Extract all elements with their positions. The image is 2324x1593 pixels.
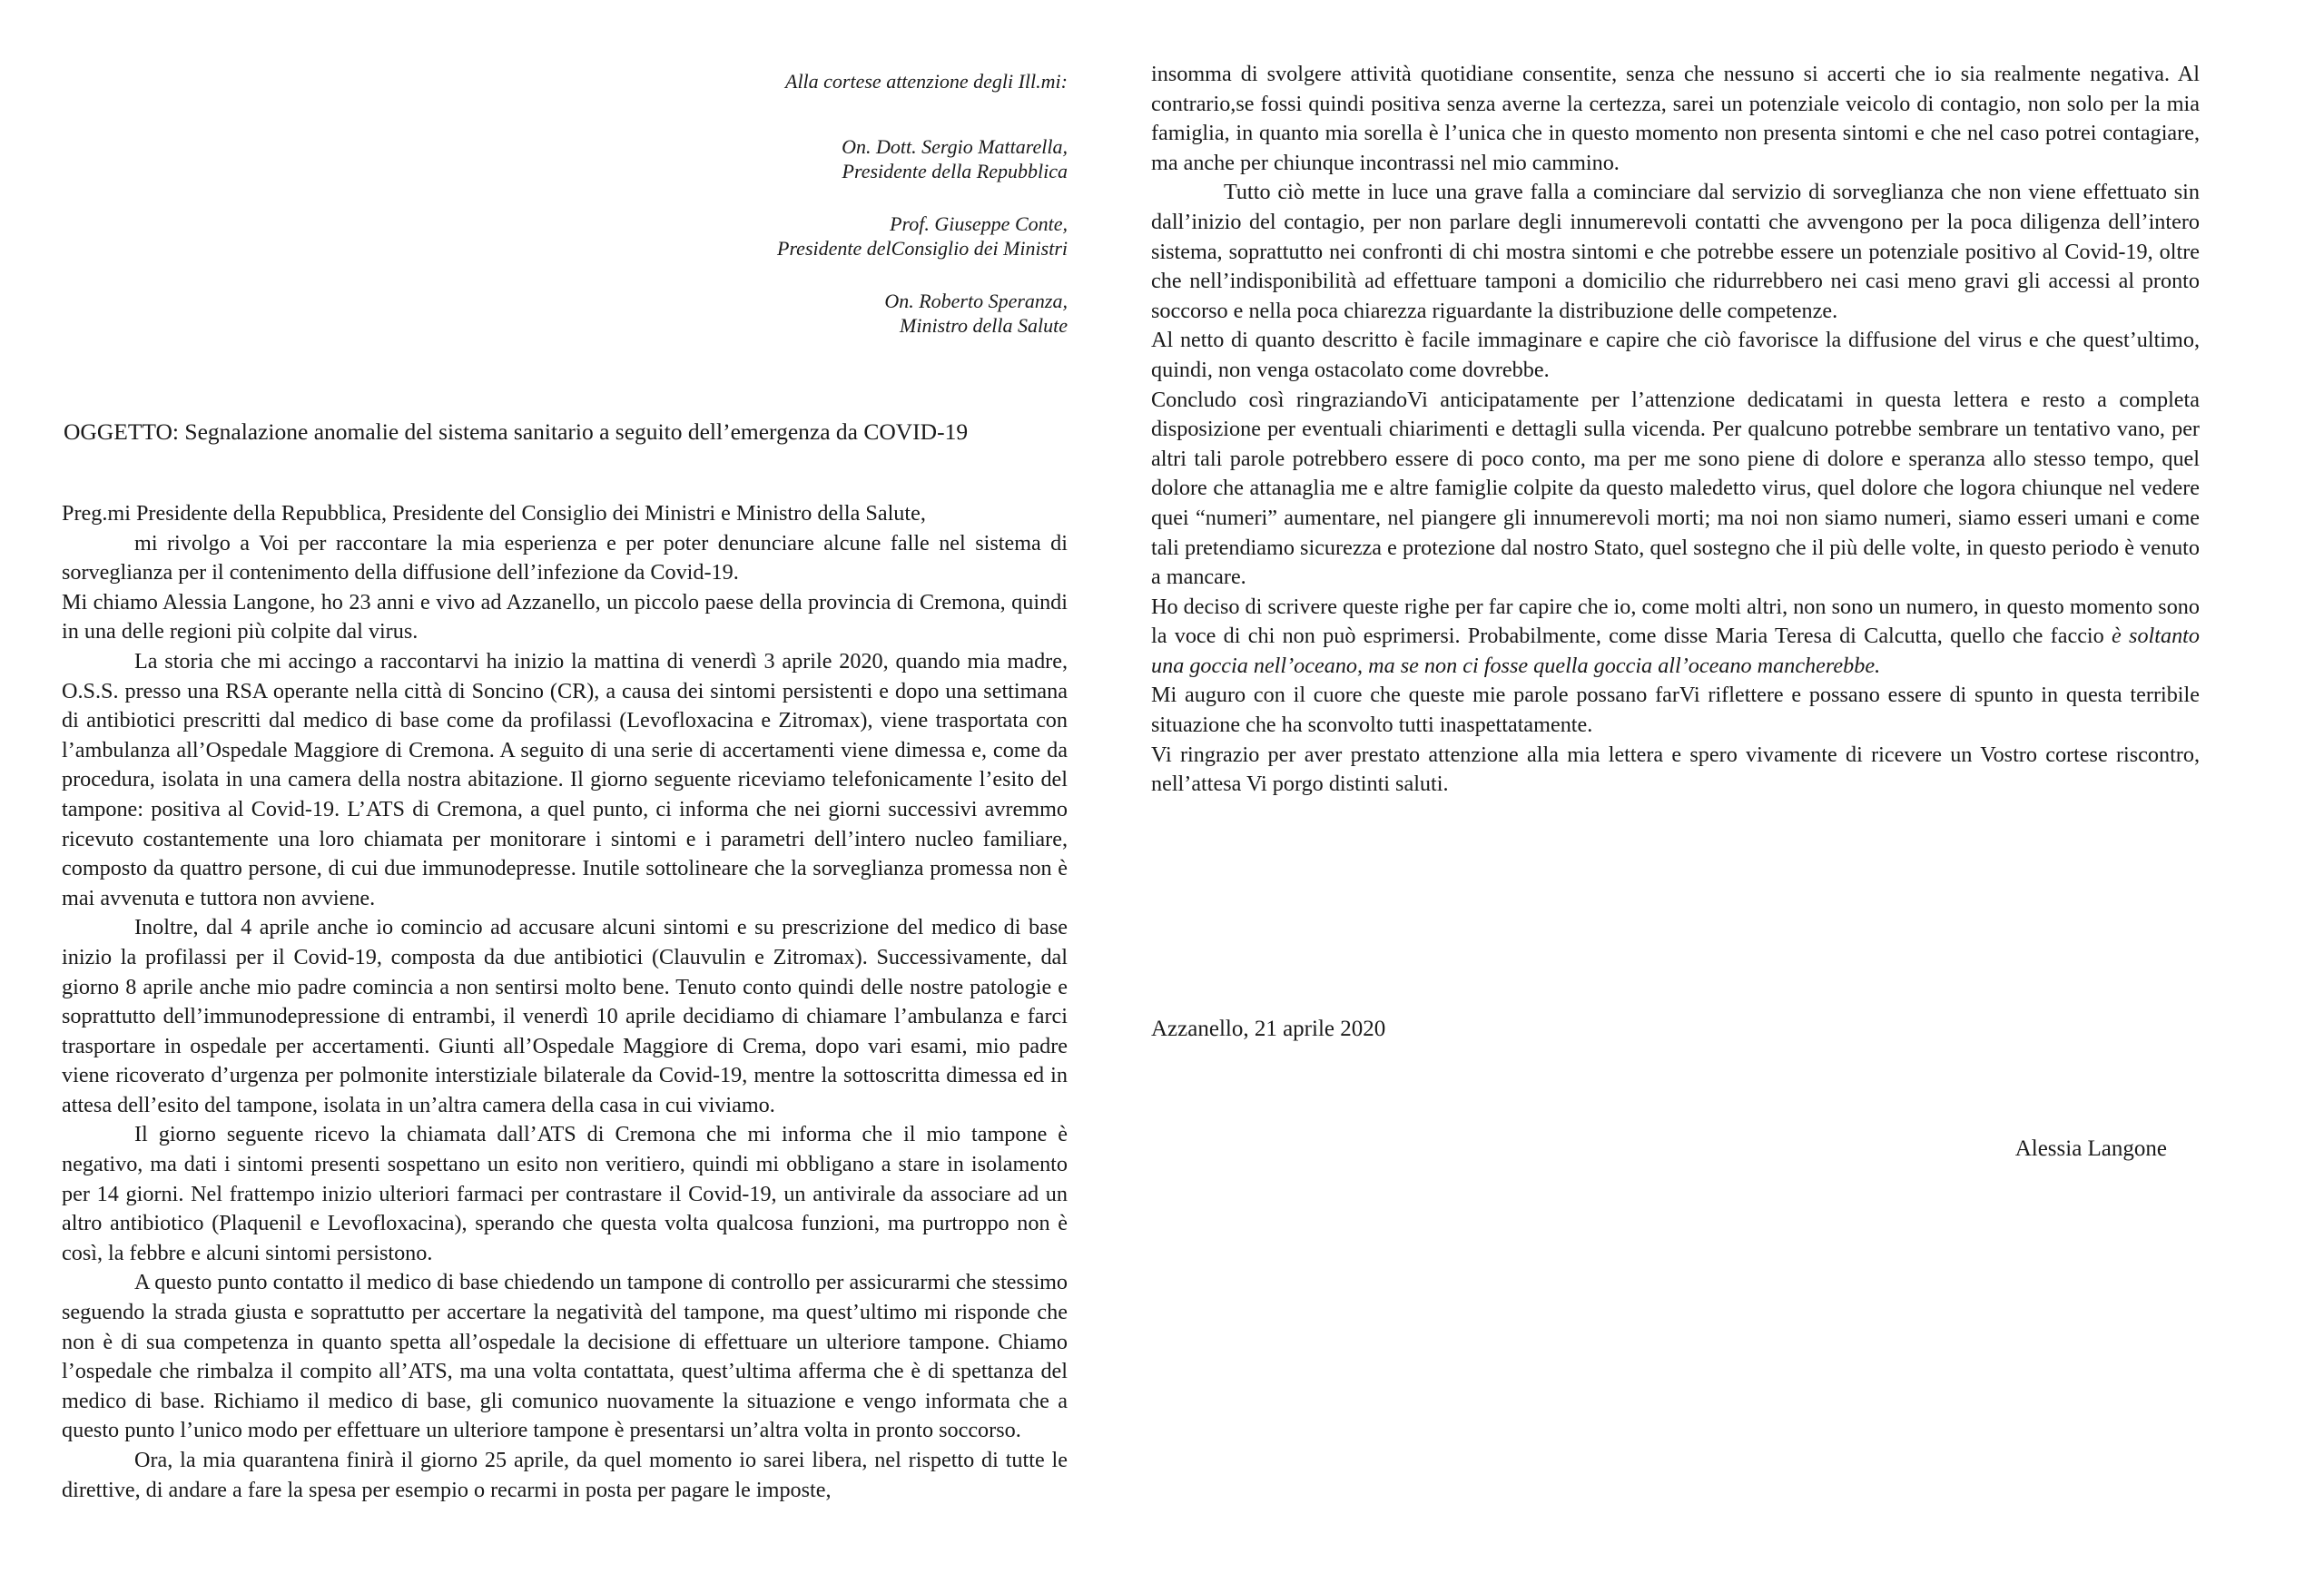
letter-body-right: [1151, 60, 2200, 800]
body-paragraph: mi rivolgo a Voi per raccontare la mia esperienza e per poter denunciare alcune falle nel sistema di sorveglianza per il contenimento della diffusione dell’infezione da Covid-19.: [62, 530, 1068, 585]
addressee-block: [777, 69, 1068, 366]
body-paragraph: Al netto di quanto descritto è facile immaginare e capire che ciò favorisce la diffusione del virus e che quest’ultimo, quindi, non venga ostacolato come dovrebbe.: [1151, 328, 2200, 382]
recipient-name: Prof. Giuseppe Conte,: [890, 212, 1068, 235]
recipient-role: Presidente delConsiglio dei Ministri: [777, 237, 1068, 260]
body-paragraph: Inoltre, dal 4 aprile anche io comincio ad accusare alcuni sintomi e su prescrizione del medico di base inizio la profilassi per il Covid-19, composta da due antibiotici (Clauvulin e Zitromax). Successivamente, dal giorno 8 aprile anche mio padre comincia a non sentirsi molto bene. Tenuto conto quindi delle nostre patologie e soprattutto dell’immunodepressione di entrambi, il venerdì 10 aprile decidiamo di chiamare l’ambulanza e farci trasportare in ospedale per accertamenti. Giunti all’Ospedale Maggiore di Crema, dopo vari esami, mio padre viene ricoverato d’urgenza per polmonite interstiziale bilaterale da Covid-19, mentre la sottoscritta dimessa ed in attesa dell’esito del tampone, isolata in un’altra camera della casa in cui viviamo.: [62, 915, 1068, 1117]
closing-paragraph: Vi ringrazio per aver prestato attenzione alla mia lettera e spero vivamente di ricevere un Vostro cortese riscontro, nell’attesa Vi porgo distinti saluti.: [1151, 742, 2200, 797]
body-paragraph-quote: [1151, 593, 2200, 682]
body-paragraph: insomma di svolgere attività quotidiane consentite, senza che nessuno si accerti che io sia realmente negativa. Al contrario,se fossi quindi positiva senza averne la certezza, sarei un potenziale veicolo di contagio, non solo per la mia famiglia, in quanto mia sorella è l’unica che in questo momento non presenta sintomi e che nel caso potrei contagiare, ma anche per chiunque incontrassi nel mio cammino.: [1151, 62, 2200, 175]
recipient-role: Ministro della Salute: [900, 314, 1068, 337]
letter-subject: OGGETTO: Segnalazione anomalie del sistema sanitario a seguito dell’emergenza da COVID-19: [64, 418, 969, 445]
letter-body-left: [62, 499, 1068, 1505]
body-paragraph: Mi chiamo Alessia Langone, ho 23 anni e vivo ad Azzanello, un piccolo paese della provincia di Cremona, quindi in una delle regioni più colpite dal virus.: [62, 589, 1068, 644]
body-paragraph: Tutto ciò mette in luce una grave falla a cominciare dal servizio di sorveglianza che non viene effettuato sin dall’inizio del contagio, per non parlare degli innumerevoli contatti che avvengono per la poca diligenza dell’intero sistema, soprattutto nei confronti di chi mostra sintomi e che potrebbe essere un potenziale positivo al Covid-19, oltre che nell’indisponibilità ad effettuare tamponi a domicilio che ridurrebbero nei casi meno gravi gli accessi al pronto soccorso e nella poca chiarezza riguardante la distribuzione delle competenze.: [1151, 180, 2200, 323]
recipient-name: On. Roberto Speranza,: [884, 290, 1068, 312]
body-paragraph: Concludo così ringraziandoVi anticipatamente per l’attenzione dedicatami in questa lettera e resto a completa disposizione per eventuali chiarimenti e dettagli sulla vicenda. Per qualcuno potrebbe sembrare un tentativo vano, per altri tali parole potrebbero essere di poco conto, ma per me sono piene di dolore e speranza allo stesso tempo, quel dolore che attanaglia me e altre famiglie colpite da questo maledetto virus, quel dolore che logora chiunque nel vedere quei “numeri” aumentare, nel piangere gli innumerevoli morti; ma noi non siamo numeri, siamo esseri umani e come tali pretendiamo sicurezza e protezione dal nostro Stato, quel sostegno che il più delle volte, in questo periodo è venuto a mancare.: [1151, 387, 2200, 590]
addressee-intro: Alla cortese attenzione degli Ill.mi:: [785, 70, 1068, 93]
signature: Alessia Langone: [2014, 1136, 2167, 1161]
recipient-president: [777, 134, 1068, 183]
body-paragraph: La storia che mi accingo a raccontarvi ha inizio la mattina di venerdì 3 aprile 2020, quando mia madre, O.S.S. presso una RSA operante nella città di Soncino (CR), a causa dei sintomi persistenti e dopo una settimana di antibiotici prescritti dal medico di base come da profilassi (Levofloxacina e Zitromax), viene trasportata con l’ambulanza all’Ospedale Maggiore di Cremona. A seguito di una serie di accertamenti viene dimessa e, come da procedura, isolata in una camera della nostra abitazione. Il giorno seguente riceviamo telefonicamente l’esito del tampone: positiva al Covid-19. L’ATS di Cremona, a quel punto, ci informa che nei giorni successivi avremmo ricevuto costantemente una loro chiamata per monitorare i sintomi e i parametri dell’intero nucleo familiare, composto da quattro persone, di cui due immunodepresse. Inutile sottolineare che la sorveglianza promessa non è mai avvenuta e tuttora non avviene.: [62, 648, 1068, 910]
quote-lead-in: Ho deciso di scrivere queste righe per far capire che io, come molti altri, non sono un numero, in questo momento sono la voce di chi non può esprimersi. Probabilmente, come disse Maria Teresa di Calcutta, quello che faccio: [1151, 594, 2200, 649]
body-paragraph: Ora, la mia quarantena finirà il giorno 25 aprile, da quel momento io sarei libera, nel rispetto di tutte le direttive, di andare a fare la spesa per esempio o recarmi in posta per pagare le imposte,: [62, 1448, 1068, 1502]
recipient-role: Presidente della Repubblica: [842, 160, 1068, 182]
quote-text: è soltanto una goccia nell’oceano, ma se non ci fosse quella goccia all’oceano mancherebbe.: [1151, 624, 2200, 678]
recipient-health-minister: [777, 289, 1068, 338]
recipient-prime-minister: [777, 211, 1068, 261]
body-paragraph: Mi auguro con il cuore che queste mie parole possano farVi riflettere e possano essere di spunto in questa terribile situazione che ha sconvolto tutti inaspettatamente.: [1151, 683, 2200, 738]
body-paragraph: Il giorno seguente ricevo la chiamata dall’ATS di Cremona che mi informa che il mio tampone è negativo, ma dati i sintomi presenti sospettano un esito non veritiero, quindi mi obbligano a stare in isolamento per 14 giorni. Nel frattempo inizio ulteriori farmaci per contrastare il Covid-19, un antivirale da associare ad un altro antibiotico (Plaquenil e Levofloxacina), sperando che questa volta qualcosa funzioni, ma purtroppo non è così, la febbre e alcuni sintomi persistono.: [62, 1122, 1068, 1265]
recipient-name: On. Dott. Sergio Mattarella,: [842, 135, 1068, 158]
place-date: Azzanello, 21 aprile 2020: [1151, 1017, 1386, 1041]
body-paragraph: A questo punto contatto il medico di base chiedendo un tampone di controllo per assicurarmi che stessimo seguendo la strada giusta e soprattutto per accertare la negatività del tampone, ma quest’ultimo mi risponde che non è di sua competenza in quanto spetta all’ospedale la decisione di effettuare un ulteriore tampone. Chiamo l’ospedale che rimbalza il compito all’ATS, ma una volta contattata, quest’ultima afferma che è di spettanza del medico di base. Richiamo il medico di base, gli comunico nuovamente la situazione e vengo informata che a questo punto l’unico modo per effettuare un ulteriore tampone è presentarsi un’altra volta in pronto soccorso.: [62, 1270, 1068, 1443]
salutation: Preg.mi Presidente della Repubblica, Presidente del Consiglio dei Ministri e Ministro della Salute,: [62, 501, 926, 526]
